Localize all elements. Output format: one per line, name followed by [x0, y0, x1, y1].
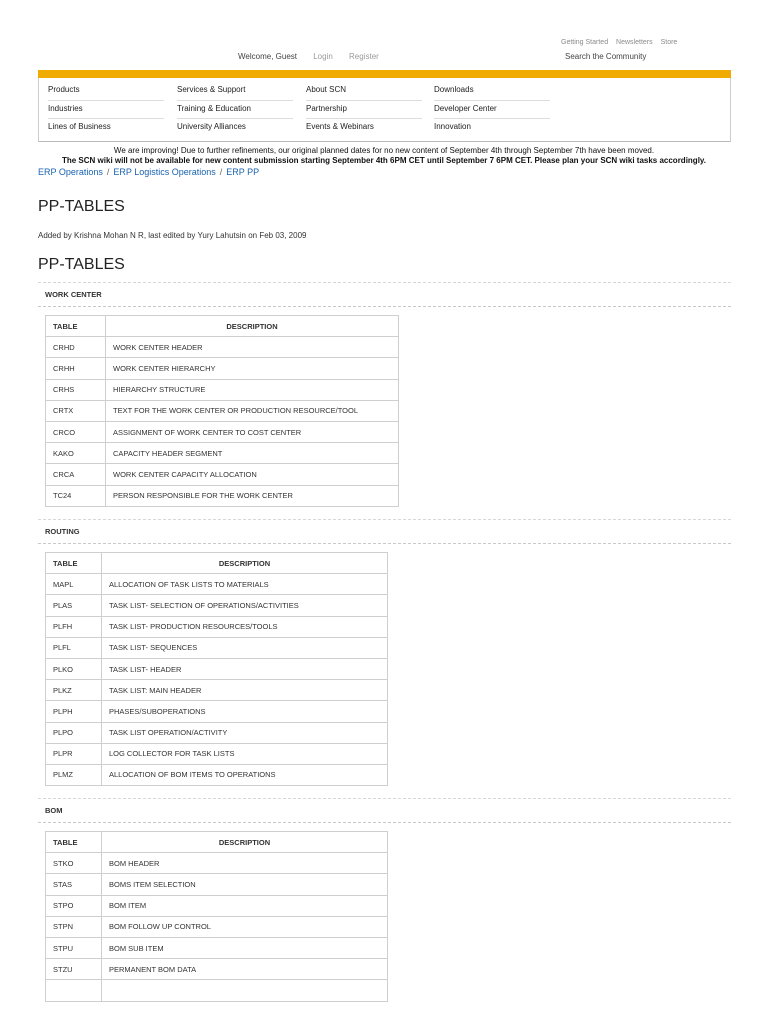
section-heading: ROUTING: [38, 519, 731, 544]
table-row: [46, 400, 399, 421]
table-row: [46, 743, 388, 764]
table-name-cell: PLPR: [46, 743, 102, 764]
table-row: [46, 658, 388, 679]
description-cell: HIERARCHY STRUCTURE: [106, 379, 399, 400]
table-row: [46, 895, 388, 916]
description-cell: TASK LIST- SELECTION OF OPERATIONS/ACTIVITIES: [102, 595, 388, 616]
table-row: [46, 937, 388, 958]
table-name-cell: CRHH: [46, 358, 106, 379]
description-cell: LOG COLLECTOR FOR TASK LISTS: [102, 743, 388, 764]
notice-line-bold: The SCN wiki will not be available for new content submission starting September 4th 6PM CET until September 7 6PM CET. Please plan your SCN wiki tasks accordingly.: [61, 156, 706, 165]
table-section: [38, 798, 731, 974]
table-row: [46, 853, 388, 874]
table-name-cell: PLKO: [46, 658, 102, 679]
table-name-cell: PLAS: [46, 595, 102, 616]
table-row: [46, 722, 388, 743]
column-header-description: DESCRIPTION: [102, 832, 388, 853]
table-name-cell: PLMZ: [46, 764, 102, 785]
table-row: [46, 764, 388, 785]
table-name-cell: CRHD: [46, 337, 106, 358]
breadcrumb-separator: /: [106, 167, 110, 177]
nav-item-partnership[interactable]: Partnership: [306, 101, 422, 120]
table-row: [46, 916, 388, 937]
table-row: [46, 701, 388, 722]
search-community-input[interactable]: Search the Community: [565, 52, 647, 61]
table-row: [46, 637, 388, 658]
table-row: [46, 874, 388, 895]
table-name-cell: CRHS: [46, 379, 106, 400]
store-link[interactable]: Store: [660, 39, 678, 46]
main-nav: [38, 78, 731, 142]
description-cell: ASSIGNMENT OF WORK CENTER TO COST CENTER: [106, 421, 399, 442]
description-cell: ALLOCATION OF BOM ITEMS TO OPERATIONS: [102, 764, 388, 785]
brand-bar: [38, 70, 731, 78]
table-name-cell: [46, 980, 102, 1001]
getting-started-link[interactable]: Getting Started: [561, 39, 609, 46]
page-meta: Added by Krishna Mohan N R, last edited by Yury Lahutsin on Feb 03, 2009: [38, 231, 307, 240]
data-table: [45, 315, 399, 507]
table-name-cell: PLPH: [46, 701, 102, 722]
data-table: [45, 831, 388, 1002]
table-name-cell: STKO: [46, 853, 102, 874]
data-table: [45, 552, 388, 786]
description-cell: TASK LIST- HEADER: [102, 658, 388, 679]
section-heading: BOM: [38, 798, 731, 823]
nav-item-events-webinars[interactable]: Events & Webinars: [306, 122, 374, 131]
breadcrumb-item[interactable]: ERP Operations: [38, 167, 103, 177]
nav-item-products[interactable]: Products: [48, 82, 164, 101]
table-row: [46, 595, 388, 616]
column-header-description: DESCRIPTION: [102, 553, 388, 574]
description-cell: [102, 980, 388, 1001]
table-row: [46, 464, 399, 485]
nav-item-training-education[interactable]: Training & Education: [177, 101, 293, 120]
nav-column: [434, 82, 550, 138]
table-name-cell: PLPO: [46, 722, 102, 743]
nav-item-industries[interactable]: Industries: [48, 101, 164, 120]
newsletters-link[interactable]: Newsletters: [616, 39, 653, 46]
table-name-cell: STZU: [46, 959, 102, 980]
table-row: [46, 616, 388, 637]
nav-item-innovation[interactable]: Innovation: [434, 122, 471, 131]
table-name-cell: CRCA: [46, 464, 106, 485]
table-header-row: [46, 316, 399, 337]
description-cell: BOM FOLLOW UP CONTROL: [102, 916, 388, 937]
description-cell: BOM SUB ITEM: [102, 937, 388, 958]
column-header-description: DESCRIPTION: [106, 316, 399, 337]
nav-item-about-scn[interactable]: About SCN: [306, 82, 422, 101]
welcome-text: Welcome, Guest: [238, 52, 297, 61]
breadcrumb-item[interactable]: ERP Logistics Operations: [113, 167, 216, 177]
description-cell: PERMANENT BOM DATA: [102, 959, 388, 980]
table-name-cell: STPN: [46, 916, 102, 937]
column-header-table: TABLE: [46, 316, 106, 337]
table-row: [46, 358, 399, 379]
description-cell: CAPACITY HEADER SEGMENT: [106, 443, 399, 464]
table-section: [38, 519, 731, 780]
table-row: [46, 980, 388, 1001]
welcome-bar: [238, 52, 379, 61]
description-cell: TEXT FOR THE WORK CENTER OR PRODUCTION RESOURCE/TOOL: [106, 400, 399, 421]
description-cell: TASK LIST- PRODUCTION RESOURCES/TOOLS: [102, 616, 388, 637]
description-cell: TASK LIST- SEQUENCES: [102, 637, 388, 658]
table-row: [46, 680, 388, 701]
description-cell: WORK CENTER HEADER: [106, 337, 399, 358]
nav-item-developer-center[interactable]: Developer Center: [434, 101, 550, 120]
table-name-cell: PLFL: [46, 637, 102, 658]
table-name-cell: PLFH: [46, 616, 102, 637]
table-row: [46, 485, 399, 506]
description-cell: BOM HEADER: [102, 853, 388, 874]
table-name-cell: MAPL: [46, 574, 102, 595]
breadcrumb-separator: /: [219, 167, 223, 177]
table-name-cell: KAKO: [46, 443, 106, 464]
description-cell: BOMS ITEM SELECTION: [102, 874, 388, 895]
notice-line: We are improving! Due to further refinements, our original planned dates for no new content of September 4th through September 7th have been moved.: [113, 146, 655, 155]
nav-item-services-support[interactable]: Services & Support: [177, 82, 293, 101]
table-section: [38, 282, 731, 501]
nav-item-university-alliances[interactable]: University Alliances: [177, 122, 246, 131]
table-name-cell: STPU: [46, 937, 102, 958]
description-cell: ALLOCATION OF TASK LISTS TO MATERIALS: [102, 574, 388, 595]
table-name-cell: STPO: [46, 895, 102, 916]
description-cell: PERSON RESPONSIBLE FOR THE WORK CENTER: [106, 485, 399, 506]
table-name-cell: PLKZ: [46, 680, 102, 701]
description-cell: WORK CENTER HIERARCHY: [106, 358, 399, 379]
nav-item-downloads[interactable]: Downloads: [434, 82, 550, 101]
description-cell: TASK LIST OPERATION/ACTIVITY: [102, 722, 388, 743]
table-name-cell: CRCO: [46, 421, 106, 442]
register-link[interactable]: Register: [349, 52, 379, 61]
nav-column: [306, 82, 422, 138]
table-header-row: [46, 553, 388, 574]
column-header-table: TABLE: [46, 832, 102, 853]
table-row: [46, 574, 388, 595]
nav-column: [48, 82, 164, 138]
table-row: [46, 959, 388, 980]
table-name-cell: CRTX: [46, 400, 106, 421]
breadcrumb-item[interactable]: ERP PP: [226, 167, 260, 177]
column-header-table: TABLE: [46, 553, 102, 574]
table-row: [46, 337, 399, 358]
table-row: [46, 421, 399, 442]
table-header-row: [46, 832, 388, 853]
description-cell: TASK LIST: MAIN HEADER: [102, 680, 388, 701]
login-link[interactable]: Login: [313, 52, 333, 61]
section-heading: WORK CENTER: [38, 282, 731, 307]
table-row: [46, 379, 399, 400]
description-cell: PHASES/SUBOPERATIONS: [102, 701, 388, 722]
top-links: [561, 39, 683, 46]
content-heading: PP-TABLES: [38, 256, 125, 273]
table-row: [46, 443, 399, 464]
nav-column: [177, 82, 293, 138]
description-cell: BOM ITEM: [102, 895, 388, 916]
breadcrumb: [38, 167, 259, 177]
nav-item-lines-of-business[interactable]: Lines of Business: [48, 122, 111, 131]
table-name-cell: STAS: [46, 874, 102, 895]
table-name-cell: TC24: [46, 485, 106, 506]
page-title: PP-TABLES: [38, 198, 125, 215]
description-cell: WORK CENTER CAPACITY ALLOCATION: [106, 464, 399, 485]
